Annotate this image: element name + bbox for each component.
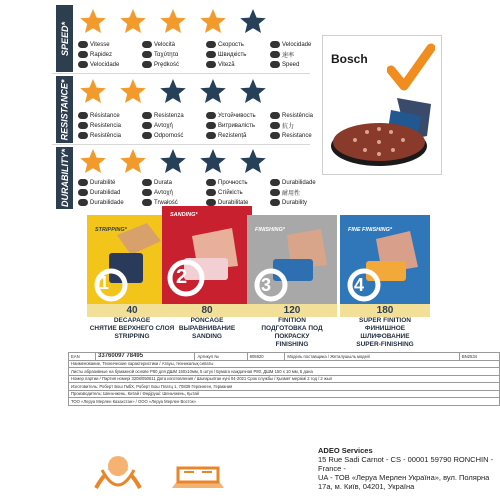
language-badge-icon: [78, 122, 88, 129]
step-2-card: [162, 206, 252, 304]
step-3-card: [247, 215, 337, 304]
translation-cell: [78, 50, 142, 59]
step-3-ru: ПОДГОТОВКА ПОД ПОКРАСКУ: [261, 325, 323, 340]
translation-cell: [78, 111, 142, 120]
translation-cell: [142, 188, 206, 197]
speed-translations: [78, 40, 334, 69]
translation-cell: [78, 178, 142, 187]
language-badge-icon: [78, 112, 88, 119]
translation-text: Resistance: [282, 132, 312, 139]
article-label: Артикул №: [195, 353, 247, 361]
durability-translations: [78, 178, 334, 207]
translation-cell: [78, 198, 142, 207]
spec-table-wrap: [68, 352, 500, 444]
language-badge-icon: [206, 189, 216, 196]
language-badge-icon: [78, 179, 88, 186]
language-badge-icon: [142, 41, 152, 48]
step-2-number: 2: [176, 266, 188, 288]
translation-text: Vitesse: [90, 41, 110, 48]
language-badge-icon: [142, 51, 152, 58]
translation-cell: [206, 178, 270, 187]
translation-text: Стійкість: [218, 189, 243, 196]
language-badge-icon: [206, 61, 216, 68]
translation-cell: [206, 188, 270, 197]
step-1-en: STRIPPING: [114, 333, 150, 340]
language-badge-icon: [206, 41, 216, 48]
spec-row: Номер партии / Партия номері 3208/050611 Дата изготовления / Шығарылған күні 04-2021 Срок службы / Қызмет мерзімі 2 год / 2 жыл: [69, 375, 500, 383]
goggles-icon: [166, 448, 230, 500]
star-icon: [240, 148, 266, 174]
translation-cell: [270, 178, 334, 187]
step-1-grade: 40: [87, 304, 177, 317]
translation-text: Résistance: [90, 112, 120, 119]
translation-cell: [206, 111, 270, 120]
language-badge-icon: [142, 112, 152, 119]
language-badge-icon: [270, 189, 280, 196]
translation-cell: [78, 121, 142, 130]
translation-cell: [78, 188, 142, 197]
step-4-fr: SUPER FINITION: [358, 317, 411, 324]
step-1-number: 1: [99, 273, 110, 293]
translation-text: 抗力: [282, 124, 295, 130]
translation-text: Resistência: [90, 132, 122, 139]
translation-text: Durabilidad: [90, 189, 121, 196]
translation-text: Прочность: [218, 179, 248, 186]
translation-cell: [206, 60, 270, 69]
translation-text: 速率: [282, 53, 295, 59]
durability-title: DURABILITY*: [59, 149, 70, 207]
resistance-title: RESISTANCE*: [59, 79, 70, 140]
speed-stars: [80, 8, 266, 34]
spec-row: Наименование, Технические характеристики / Атауы, техникалық сипаты: [69, 360, 500, 368]
translation-text: Odporność: [154, 132, 184, 139]
ean-code: 33760097 78495: [96, 353, 195, 361]
language-badge-icon: [270, 41, 280, 48]
step-4-en: SUPER-FINISHING: [356, 341, 414, 348]
star-icon: [160, 8, 186, 34]
footer-ua-address: UA - ТОВ «Леруа Мерлен Україна», вул. Полярна 17а, м. Київ, 04201, Україна: [318, 473, 490, 491]
translation-text: Speed: [282, 61, 300, 68]
language-badge-icon: [270, 132, 280, 139]
translation-text: Velocidade: [90, 61, 120, 68]
language-badge-icon: [142, 189, 152, 196]
translation-cell: [142, 60, 206, 69]
language-badge-icon: [270, 122, 280, 129]
translation-cell: [142, 178, 206, 187]
step-4-number: 4: [354, 275, 365, 295]
language-badge-icon: [78, 132, 88, 139]
language-badge-icon: [206, 51, 216, 58]
model-value: BN2534: [459, 353, 499, 361]
language-badge-icon: [270, 112, 280, 119]
translation-text: Prędkość: [154, 61, 180, 68]
spec-row: Производитель: Шеньчжень, Китай / Өндіруші: Шеньчжень, Қытай: [69, 390, 500, 398]
translation-text: Resistenza: [154, 112, 184, 119]
translation-text: Durata: [154, 179, 173, 186]
mask-icon: [88, 448, 148, 500]
star-icon: [240, 78, 266, 104]
step-2-fr: PONCAGE: [190, 317, 224, 324]
brand-name: Bosch: [331, 52, 368, 66]
translation-text: Resistência: [282, 112, 314, 119]
spec-table: [68, 352, 500, 406]
translation-text: Durabilitate: [218, 199, 249, 206]
translation-cell: [270, 198, 334, 207]
language-badge-icon: [78, 189, 88, 196]
star-icon: [200, 78, 226, 104]
step-4-tag: FINE FINISHING*: [348, 227, 393, 233]
language-badge-icon: [78, 199, 88, 206]
resistance-side-label: [56, 76, 73, 143]
step-1-fr: DECAPAGE: [113, 317, 151, 324]
step-4-grade: 180: [340, 304, 430, 317]
speed-title: SPEED*: [59, 21, 70, 56]
language-badge-icon: [142, 122, 152, 129]
star-icon: [120, 78, 146, 104]
manufacturer-footer: [318, 446, 498, 491]
translation-text: Ταχύτητα: [154, 51, 179, 58]
star-icon: [80, 8, 106, 34]
translation-text: Витривалість: [218, 122, 255, 129]
step-3-fr: FINITION: [278, 317, 306, 324]
step-2-grade: 80: [162, 304, 252, 317]
model-label: Модель поставщика / Жеталушыль моделі: [285, 353, 460, 361]
translation-cell: [142, 131, 206, 140]
star-icon: [120, 8, 146, 34]
translation-cell: [206, 121, 270, 130]
step-2-desc: [162, 317, 252, 341]
step-2-en: SANDING: [192, 333, 222, 340]
step-2-illustration: [162, 206, 252, 304]
language-badge-icon: [270, 179, 280, 186]
step-4-card: [340, 215, 430, 304]
step-2-ru: ВЫРАВНИВАНИЕ: [178, 325, 236, 332]
translation-text: Resistencia: [90, 122, 122, 129]
language-badge-icon: [270, 51, 280, 58]
language-badge-icon: [206, 132, 216, 139]
star-icon: [200, 8, 226, 34]
divider: [52, 73, 310, 74]
ean-label: EAN: [69, 353, 96, 361]
star-icon: [160, 148, 186, 174]
language-badge-icon: [142, 132, 152, 139]
language-badge-icon: [142, 179, 152, 186]
star-icon: [200, 148, 226, 174]
language-badge-icon: [142, 199, 152, 206]
step-4-ru: ФИНИШНОЕ ШЛИФОВАНИЕ: [360, 325, 410, 340]
translation-cell: [78, 60, 142, 69]
spec-row: Листы абразивные на бумажной основе P80 для ДШМ 150х10мм, 5 штук / Бумага наждачная P80, ДШМ 150 х 10 мм, 5 дана: [69, 368, 500, 376]
step-3-tag: FINISHING*: [255, 227, 285, 233]
resistance-stars: [80, 78, 266, 104]
durability-side-label: [56, 147, 73, 209]
brand-box: [322, 35, 442, 175]
star-icon: [240, 8, 266, 34]
language-badge-icon: [78, 41, 88, 48]
durability-stars: [80, 148, 266, 174]
speed-side-label: [56, 5, 73, 72]
translation-text: Durabilidade: [90, 199, 124, 206]
step-3-en: FINISHING: [275, 341, 309, 348]
translation-cell: [206, 131, 270, 140]
translation-cell: [142, 111, 206, 120]
translation-cell: [270, 188, 334, 197]
sanding-disc-icon: [327, 96, 437, 170]
divider: [52, 144, 310, 145]
translation-cell: [206, 40, 270, 49]
spec-row: Изготовитель: Роберт Бош ГмбХ, Роберт Бош Платц 1, 70839 Герлинген, Германия: [69, 383, 500, 391]
translation-cell: [142, 40, 206, 49]
language-badge-icon: [270, 61, 280, 68]
translation-text: Αντοχή: [154, 122, 173, 129]
translation-cell: [78, 40, 142, 49]
step-2-tag: SANDING*: [170, 212, 198, 218]
footer-company: ADEO Services: [318, 446, 373, 455]
translation-cell: [78, 131, 142, 140]
language-badge-icon: [206, 112, 216, 119]
translation-cell: [142, 50, 206, 59]
translation-text: Durabilidade: [282, 179, 316, 186]
step-3-grade: 120: [247, 304, 337, 317]
footer-address: 15 Rue Sadi Carnot - CS - 00001 59790 RONCHIN - France -: [318, 455, 494, 473]
translation-cell: [206, 50, 270, 59]
step-1-tag: STRIPPING*: [95, 227, 127, 233]
article-value: 805920: [247, 353, 285, 361]
translation-text: Velocidade: [282, 41, 312, 48]
translation-text: Trwałość: [154, 199, 178, 206]
star-icon: [160, 78, 186, 104]
translation-text: Durability: [282, 199, 308, 206]
step-1-ru: СНЯТИЕ ВЕРХНЕГО СЛОЯ: [89, 325, 175, 332]
language-badge-icon: [270, 199, 280, 206]
translation-text: Швидкість: [218, 51, 247, 58]
translation-cell: [142, 121, 206, 130]
step-3-desc: [247, 317, 337, 349]
translation-text: Αντοχή: [154, 189, 173, 196]
language-badge-icon: [78, 61, 88, 68]
translation-text: Viteză: [218, 61, 235, 68]
translation-text: Устойчивость: [218, 112, 256, 119]
step-4-desc: [340, 317, 430, 349]
resistance-translations: [78, 111, 334, 140]
star-icon: [80, 148, 106, 174]
translation-text: Скорость: [218, 41, 244, 48]
language-badge-icon: [206, 122, 216, 129]
translation-text: Velocità: [154, 41, 176, 48]
language-badge-icon: [142, 61, 152, 68]
translation-text: Rapidez: [90, 51, 113, 58]
translation-text: Durabilité: [90, 179, 116, 186]
translation-text: Rezistență: [218, 132, 247, 139]
language-badge-icon: [206, 179, 216, 186]
checkmark-icon: [387, 42, 435, 94]
language-badge-icon: [206, 199, 216, 206]
spec-row: ТОО «Леруа Мерлен Казахстан» / ООО «Леруа Мерлен Восток»: [69, 398, 500, 406]
star-icon: [80, 78, 106, 104]
language-badge-icon: [78, 51, 88, 58]
translation-text: 耐用性: [282, 191, 301, 197]
star-icon: [120, 148, 146, 174]
step-3-number: 3: [261, 275, 272, 295]
